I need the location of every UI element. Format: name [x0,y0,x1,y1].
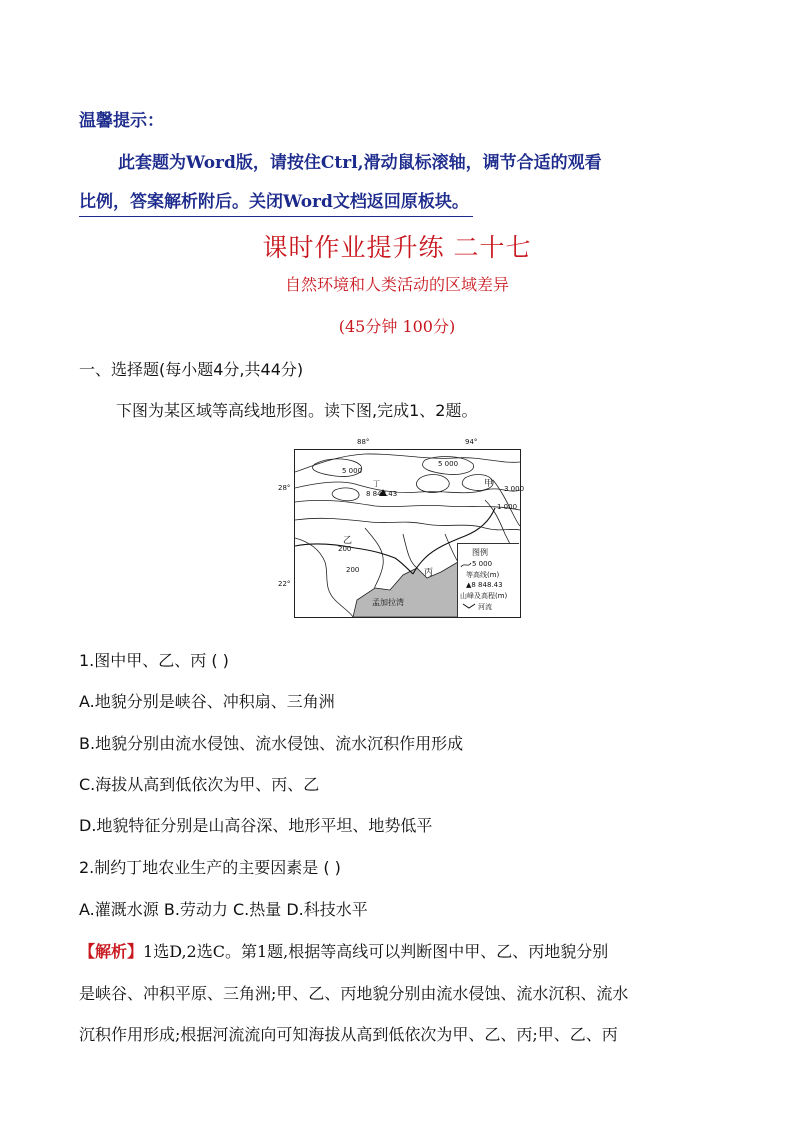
bay-label: 孟加拉湾 [372,598,404,607]
legend-peak-label: 山峰及高程(m) [460,592,508,600]
tip-line-1: 此套题为Word版，请按住Ctrl,滑动鼠标滚轴，调节合适的观看 [118,153,602,173]
peak-symbol: 丁 [373,480,380,488]
tip-title: 温馨提示： [79,111,164,131]
legend-contour-value: 5 000 [472,560,493,568]
tip-line-2: 比例，答案解析附后。关闭Word文档返回原板块。 [79,187,473,217]
contour-line [365,528,383,588]
map-lon-label-88: 88° [357,438,370,446]
map-legend [457,543,519,617]
contour-line [295,518,520,530]
map-lon-label-94: 94° [465,438,478,446]
question-1-option-b: B.地貌分别由流水侵蚀、流水侵蚀、流水沉积作用形成 [79,734,464,753]
legend-peak-value: ▲8 848.43 [466,581,503,589]
contour-label: 3 000 [504,485,525,493]
contour-label: 5 000 [438,460,459,468]
analysis-line-2: 是峡谷、冲积平原、三角洲;甲、乙、丙地貌分别由流水侵蚀、流水沉积、流水 [79,984,629,1003]
document-subtitle: 自然环境和人类活动的区域差异 [284,275,509,294]
question-1-stem: 1.图中甲、乙、丙 ( ) [79,651,229,670]
place-label-jia: 甲 [484,479,494,489]
legend-river-label: 河流 [478,603,492,611]
question-1-option-c: C.海拔从高到低依次为甲、丙、乙 [79,775,320,794]
question-2-options: A.灌溉水源 B.劳动力 C.热量 D.科技水平 [79,900,368,919]
section-intro: 下图为某区域等高线地形图。读下图,完成1、2题。 [116,401,478,420]
contour-legend-icon [460,561,472,569]
contour-line [403,534,417,568]
legend-title: 图例 [472,548,488,557]
contour-closed [416,475,449,493]
question-1-option-a: A.地貌分别是峡谷、冲积扇、三角洲 [79,692,335,711]
contour-label: 5 000 [342,467,363,475]
analysis-text: 1选D,2选C。第1题,根据等高线可以判断图中甲、乙、丙地貌分别 [143,942,609,961]
document-title: 课时作业提升练 二十七 [262,233,532,262]
section-heading: 一、选择题(每小题4分,共44分) [79,360,304,379]
bay-shape [353,562,458,617]
contour-label: 200 [346,566,360,574]
map-lat-label-22: 22° [278,580,291,588]
contour-closed [332,488,359,501]
legend-contour-label: 等高线(m) [466,571,500,579]
place-label-bing: 丙 [424,568,434,578]
question-2-stem: 2.制约丁地农业生产的主要因素是 ( ) [79,858,341,877]
analysis-label: 【解析】 [79,942,144,961]
contour-label: 1 000 [497,503,518,511]
analysis-line-1 [79,939,608,962]
time-and-score: (45分钟 100分) [338,317,456,336]
place-label-yi: 乙 [343,536,353,546]
river-legend-icon [462,602,476,610]
peak-elevation-label: 8 848.43 [366,490,398,498]
map-lat-label-28: 28° [278,484,291,492]
contour-line [295,454,520,472]
question-1-option-d: D.地貌特征分别是山高谷深、地形平坦、地势低平 [79,816,433,835]
contour-label: 200 [338,545,352,553]
analysis-line-3: 沉积作用形成;根据河流流向可知海拔从高到低依次为甲、乙、丙;甲、乙、丙 [79,1025,618,1044]
